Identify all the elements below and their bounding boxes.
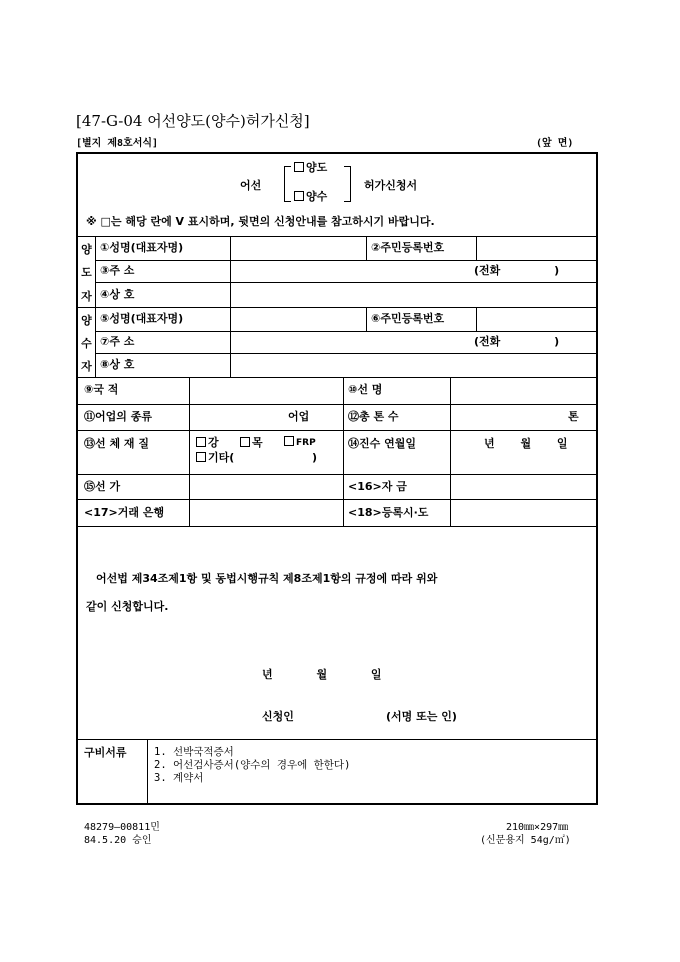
form-number: [별지 제8호서식] [76, 138, 159, 149]
transferee-name-field[interactable] [231, 308, 365, 330]
footer-size: 210㎜×297㎜ [506, 822, 569, 833]
instruction-note: ※ □는 해당 란에 V 표시하며, 뒷면의 신청안내를 참고하시기 바랍니다. [86, 215, 435, 228]
transferee-name-label: ⑤성명(대표자명) [100, 312, 184, 325]
fishery-type-field[interactable] [190, 405, 285, 429]
heading-left-label: 어선 [240, 179, 262, 192]
attachment-item: 3. 계약서 [154, 772, 204, 784]
transferee-trade-field[interactable] [231, 354, 596, 376]
fishery-type-label: ⑪어업의 종류 [84, 410, 152, 423]
gross-tonnage-field[interactable] [451, 405, 565, 429]
ship-name-field[interactable] [451, 378, 596, 403]
attachment-item: 2. 어선검사증서(양수의 경우에 한한다) [154, 759, 351, 771]
hull-material-label: ⑬선 체 재 질 [84, 437, 149, 450]
ship-name-label: ⑩선 명 [348, 383, 383, 396]
checkbox-icon [240, 437, 250, 447]
funds-field[interactable] [451, 475, 596, 498]
transferee-regno-label: ⑥주민등록번호 [371, 312, 445, 325]
material-frp-option[interactable]: FRP [284, 436, 316, 450]
statement-line-2: 같이 신청합니다. [86, 600, 169, 613]
form-frame [76, 152, 598, 805]
applicant-label: 신청인 [262, 710, 294, 723]
funds-label: <16>자 금 [348, 480, 407, 493]
footer-paper: (신문용지 54g/㎡) [480, 835, 571, 846]
reg-city-field[interactable] [451, 500, 596, 525]
transferee-trade-label: ⑧상 호 [100, 358, 135, 371]
transferor-address-label: ③주 소 [100, 264, 135, 277]
fishery-type-suffix: 어업 [288, 410, 310, 423]
footer-approved: 84.5.20 승인 [84, 835, 152, 846]
transferee-address-label: ⑦주 소 [100, 335, 135, 348]
bank-field[interactable] [190, 500, 342, 525]
nationality-field[interactable] [190, 378, 342, 403]
checkbox-icon [284, 436, 294, 446]
heading-right-label: 허가신청서 [364, 179, 418, 192]
transferor-regno-label: ②주민등록번호 [371, 241, 445, 254]
attachment-item: 1. 선박국적증서 [154, 746, 234, 758]
transferor-phone: (전화 ) [474, 264, 560, 277]
transferor-regno-field[interactable] [477, 237, 596, 259]
launch-date-label: ⑭진수 연월일 [348, 437, 416, 450]
transferor-name-field[interactable] [231, 237, 365, 259]
transferor-name-label: ①성명(대표자명) [100, 241, 184, 254]
transferor-trade-field[interactable] [231, 283, 596, 306]
page-side: (앞 면) [536, 138, 574, 149]
material-other-option[interactable]: 기타( [196, 451, 234, 465]
checkbox-icon [196, 437, 206, 447]
page-title: [47-G-04 어선양도(양수)허가신청] [76, 112, 310, 130]
transferee-group-char-2: 수 [81, 337, 92, 350]
application-date[interactable]: 년 월 일 [262, 668, 382, 681]
nationality-label: ⑨국 적 [84, 383, 119, 396]
checkbox-icon [196, 452, 206, 462]
ton-unit: 톤 [568, 410, 579, 423]
ship-price-label: ⑮선 가 [84, 480, 121, 493]
ship-price-field[interactable] [190, 475, 342, 498]
transferor-trade-label: ④상 호 [100, 288, 135, 301]
signature-label[interactable]: (서명 또는 인) [386, 710, 457, 723]
transferee-group-char-1: 양 [81, 314, 92, 327]
gross-tonnage-label: ⑫총 톤 수 [348, 410, 399, 423]
left-bracket [284, 166, 291, 202]
transferor-group-char-1: 양 [81, 243, 92, 256]
material-steel-option[interactable]: 강 [196, 436, 219, 450]
transferor-group-char-2: 도 [81, 266, 92, 279]
transferor-group-char-3: 자 [81, 290, 92, 303]
launch-date-value[interactable]: 년 월 일 [484, 437, 568, 450]
statement-line-1: 어선법 제34조제1항 및 동법시행규칙 제8조제1항의 규정에 따라 위와 [96, 572, 438, 585]
footer-code: 48279—00811민 [84, 822, 160, 833]
option-transfer[interactable]: 양도 [294, 161, 327, 175]
right-bracket [344, 166, 351, 202]
material-other-close: ) [312, 451, 318, 464]
option-acquire[interactable]: 양수 [294, 190, 327, 204]
transferee-group-char-3: 자 [81, 360, 92, 373]
attachments-label: 구비서류 [84, 746, 127, 759]
material-wood-option[interactable]: 목 [240, 436, 263, 450]
transferee-phone: (전화 ) [474, 335, 560, 348]
bank-label: <17>거래 은행 [84, 506, 165, 519]
transferee-regno-field[interactable] [477, 308, 596, 330]
checkbox-icon [294, 162, 304, 172]
reg-city-label: <18>등록시·도 [348, 506, 429, 519]
checkbox-icon [294, 191, 304, 201]
